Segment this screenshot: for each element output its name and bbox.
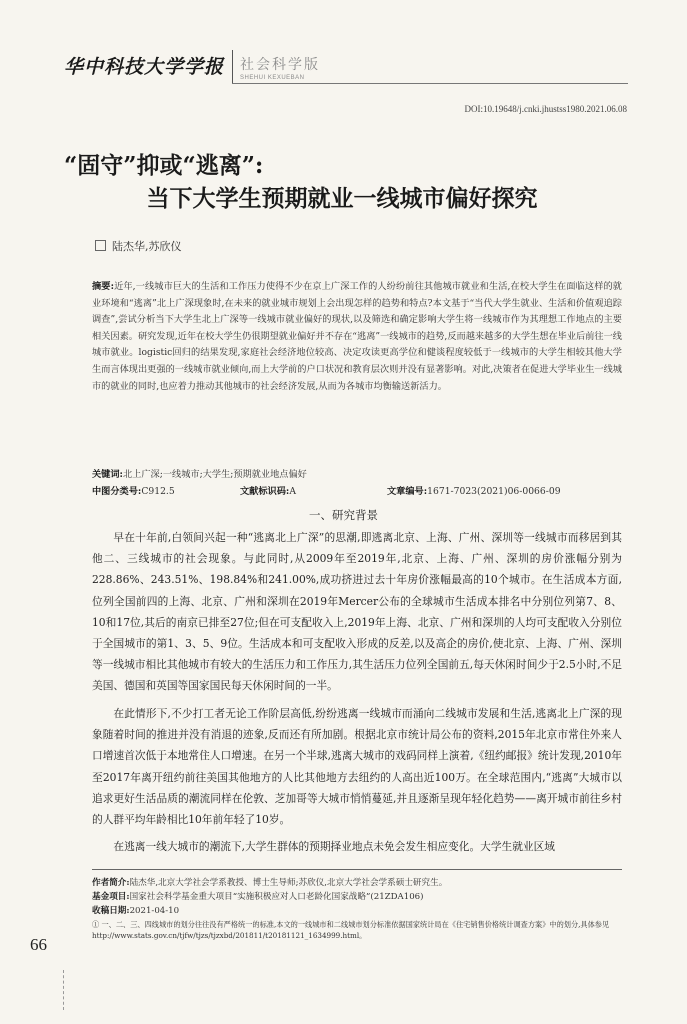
clc-number: 中图分类号:C912.5: [92, 486, 175, 497]
page-number: 66: [30, 935, 47, 954]
margin-rule: [63, 970, 65, 1010]
footnote-city-definition: ① 一、二、三、四线城市的划分往往没有严格统一的标准,本文的一线城市和二线城市划分标准依据国家统计局在《住宅销售价格统计调查方案》中的划分,具体参见 http://www.stats.gov.cn/tjfw/tjzs/tjzxbd/201811/t20181121_1634999.html。: [92, 920, 610, 940]
title-line-2: 当下大学生预期就业一线城市偏好探究: [146, 185, 538, 212]
keywords: [92, 466, 622, 480]
header-rule: [232, 83, 628, 84]
article-number: 文章编号:1671-7023(2021)06-0066-09: [387, 486, 561, 497]
footnotes: [92, 876, 622, 941]
abstract-text: 近年,一线城市巨大的生活和工作压力使得不少在京上广深工作的人纷纷前往其他城市就业和生活,在校大学生在面临这样的就业环境和“逃离”北上广深现象时,在未来的就业城市规划上会出现怎样的趋势和特点?本文基于“当代大学生就业、生活和价值观追踪调查”,尝试分析当下大学生北上广深等一线城市就业偏好的现状,以及筛选和确定影响大学生将一线城市作为其理想工作地点的主要相关因素。研究发现,近年在校大学生仍很期望就业偏好并不存在“逃离”一线城市的趋势,反而越来越多的大学生想在毕业后前往一线城市就业。logistic回归的结果发现,家庭社会经济地位较高、决定攻读更高学位和健谈程度较低于一线城市的大学生相较其他大学生而言体现出更强的一线城市就业倾向,而上大学前的户口状况和教育层次则并没有显著影响。对此,决策者在促进大学毕业生一线城市的就业的同时,也应着力推动其他城市的社会经济发展,从而为各城市均衡输送新活力。: [92, 281, 622, 392]
doi: DOI:10.19648/j.cnki.jhustss1980.2021.06.08: [464, 104, 627, 114]
authors: [95, 238, 182, 254]
footnote-author: 作者简介:陆杰华,北京大学社会学系教授、博士生导师;苏欣仪,北京大学社会学系硕士研究生。: [92, 878, 448, 888]
document-code: 文献标识码:A: [240, 486, 296, 497]
footnote-fund: 基金项目:国家社会科学基金重大项目“实施积极应对人口老龄化国家战略”(21ZDA106): [92, 892, 424, 902]
journal-section-pinyin: SHEHUI KEXUEBAN: [240, 75, 305, 81]
footnote-received: 收稿日期:2021-04-10: [92, 906, 180, 916]
keywords-label: 关键词:: [92, 469, 123, 480]
author-names: 陆杰华,苏欣仪: [112, 240, 182, 253]
journal-section: 社会科学版: [240, 57, 320, 73]
abstract-label: 摘要:: [92, 281, 114, 292]
footnote-rule: [92, 869, 622, 870]
author-box-icon: [95, 240, 106, 251]
section-heading: 一、研究背景: [309, 508, 378, 522]
keywords-text: 北上广深;一线城市;大学生;预期就业地点偏好: [122, 469, 307, 480]
title-line-1: “固守”抑或“逃离”:: [64, 152, 264, 179]
abstract: [92, 279, 622, 395]
header-divider: [232, 50, 233, 84]
body-paragraph-3: 在逃离一线大城市的潮流下,大学生群体的预期择业地点未免会发生相应变化。大学生就业区域: [113, 840, 555, 853]
body-paragraph-2: 在此情形下,不少打工者无论工作阶层高低,纷纷逃离一线城市而涌向二线城市发展和生活,逃离北上广深的现象随着时间的推进并没有消退的迹象,反而还有所加剧。根据北京市统计局公布的资料,2015年北京市常住外来人口增速首次低于本地常住人口增速。在另一个半球,逃离大城市的戏码同样上演着,《纽约邮报》统计发现,2010年至2017年离开纽约前往美国其他地方的人比其他地方去纽约的人高出近100万。在全球范围内,“逃离”大城市以追求更好生活品质的潮流同样在伦敦、芝加哥等大城市悄悄蔓延,并且逐渐呈现年轻化趋势——离开城市前往乡村的人群平均年龄相比10年前年轻了10岁。: [92, 707, 622, 827]
body-paragraph-1: 早在十年前,白领间兴起一种“逃离北上广深”的思潮,即逃离北京、上海、广州、深圳等一线城市而移居到其他二、三线城市的社会现象。与此同时,从2009年至2019年,北京、上海、广州、深圳的房价涨幅分别为228.86%、243.51%、198.84%和241.00%,成功挤进过去十年房价涨幅最高的10个城市。在生活成本方面,位列全国前四的上海、北京、广州和深圳在2019年Mercer公布的全球城市生活成本排名中分别位列第7、8、10和17位,其后的南京已排至27位;但在可支配收入上,2019年上海、北京、广州和深圳的人均可支配收入分别位于全国城市的第1、3、5、9位。生活成本和可支配收入形成的反差,以及高企的房价,使北京、上海、广州、深圳等一线城市相比其他城市有较大的生活压力和工作压力,其生活压力位列全国前五,每天休闲时间少于2.5小时,不足美国、德国和英国等国家国民每天休闲时间的一半。: [92, 531, 622, 693]
journal-logo: 华中科技大学学报: [64, 56, 225, 78]
